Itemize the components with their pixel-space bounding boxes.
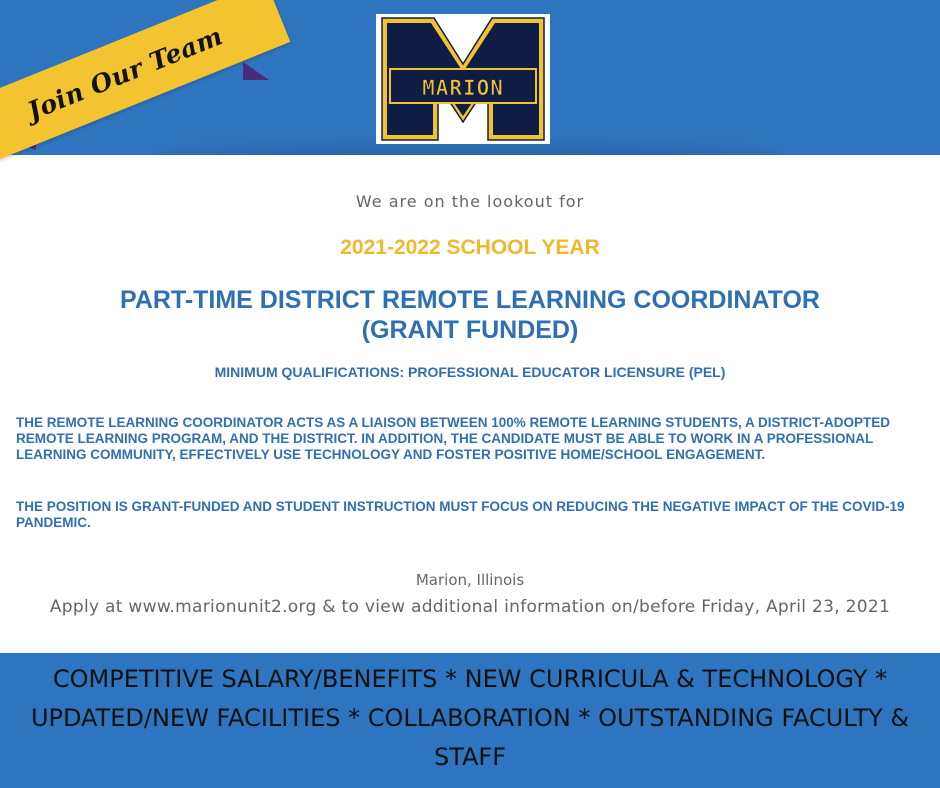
position-title	[0, 285, 940, 345]
position-title-line1: PART-TIME DISTRICT REMOTE LEARNING COORDINATOR	[120, 286, 820, 314]
banner-fold-right	[243, 62, 269, 80]
benefits-list: COMPETITIVE SALARY/BENEFITS * NEW CURRICULA & TECHNOLOGY * UPDATED/NEW FACILITIES * COLLABORATION * OUTSTANDING FACULTY & STAFF	[30, 665, 910, 771]
school-year-heading: 2021-2022 SCHOOL YEAR	[340, 236, 600, 259]
join-banner	[0, 0, 300, 160]
role-description: THE REMOTE LEARNING COORDINATOR ACTS AS A LIAISON BETWEEN 100% REMOTE LEARNING STUDENTS, A DISTRICT-ADOPTED REMOTE LEARNING PROGRAM, AND THE DISTRICT. IN ADDITION, THE CANDIDATE MUST BE ABLE TO WORK IN A PROFESSIONAL LEARNING COMMUNITY, EFFECTIVELY USE TECHNOLOGY AND FOSTER POSITIVE HOME/SCHOOL ENGAGEMENT.	[16, 415, 891, 462]
minimum-qualifications: MINIMUM QUALIFICATIONS: PROFESSIONAL EDUCATOR LICENSURE (PEL)	[214, 364, 726, 380]
location-text: Marion, Illinois	[415, 571, 525, 589]
join-banner-label: Join Our Team	[23, 20, 227, 126]
intro-text: We are on the lookout for	[355, 192, 585, 211]
position-title-line2: (GRANT FUNDED)	[361, 316, 579, 344]
funding-description: THE POSITION IS GRANT-FUNDED AND STUDENT INSTRUCTION MUST FOCUS ON REDUCING THE NEGATIVE IMPACT OF THE COVID-19 PANDEMIC.	[16, 499, 905, 530]
marion-logo	[376, 14, 550, 144]
apply-instructions: Apply at www.marionunit2.org & to view additional information on/before Friday, April 23, 2021	[49, 597, 891, 617]
join-ribbon	[0, 0, 290, 165]
logo-word: MARION	[422, 76, 504, 100]
